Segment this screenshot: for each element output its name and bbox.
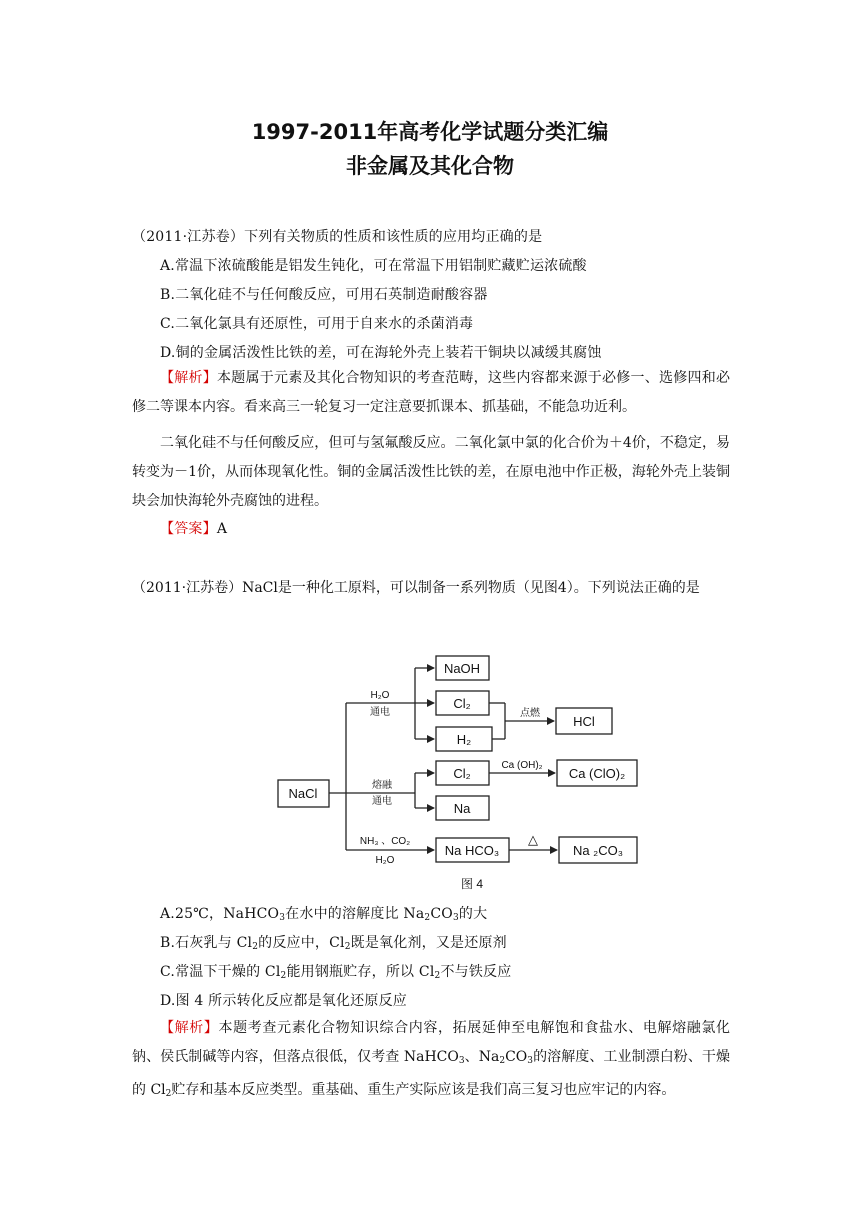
q2-option-a: [160, 903, 487, 923]
label-caoh2: Ca (OH)₂: [501, 760, 543, 771]
q1-analysis-text1: 本题属于元素及其化合物知识的考查范畴，这些内容都来源于必修一、选修四和必修二等课本内容。看来高三一轮复习一定注意要抓课本、抓基础，不能急功近利。: [132, 370, 731, 415]
figure-caption: 图 4: [460, 877, 484, 891]
q1-stem: （2011·江苏卷）下列有关物质的性质和该性质的应用均正确的是: [132, 229, 543, 245]
q1-option-d: D.铜的金属活泼性比铁的差，可在海轮外壳上装若干铜块以减缓其腐蚀: [160, 345, 602, 361]
q2-analysis-sub1: 3: [458, 1056, 465, 1066]
q2-option-b-sub2: 2: [344, 942, 351, 952]
q2-option-b-t2: 的反应中，Cl: [258, 935, 345, 951]
label-electrolysis: 通电: [370, 707, 390, 718]
q1-analysis-text2: 二氧化硅不与任何酸反应，但可与氢氟酸反应。二氧化氯中氯的化合价为＋4价，不稳定，易转变为－1价，从而体现氧化性。铜的金属活泼性比铁的差，在原电池中作正极，海轮外壳上装铜块会加快海轮外壳腐蚀的进程。: [132, 435, 730, 509]
q2-analysis-t5: 贮存和基本反应类型。重基础、重生产实际应该是我们高三复习也应牢记的内容。: [171, 1082, 676, 1098]
node-na-text: Na: [453, 801, 471, 816]
label-electrolysis2: 通电: [372, 796, 392, 807]
q2-analysis-t4: 的溶解度、工业制漂白粉、干燥的 Cl: [132, 1049, 730, 1098]
q1-analysis-tag: 【解析】: [160, 370, 218, 386]
q2-option-a-sub1: 3: [279, 913, 286, 923]
q2-analysis-t2: 、Na: [464, 1049, 500, 1065]
q2-analysis-sub4: 2: [165, 1089, 172, 1099]
q2-option-a-t4: 的大: [458, 906, 488, 922]
q2-option-a-sub3: 3: [452, 913, 459, 923]
q1-answer: [160, 518, 227, 538]
q2-stem-text: （2011·江苏卷）NaCl是一种化工原料，可以制备一系列物质（见图4）。下列说法正确的是: [132, 580, 700, 596]
node-caclo2-text: Ca (ClO)₂: [568, 766, 626, 781]
q2-option-c-sub1: 2: [280, 971, 287, 981]
q2-analysis-tag: 【解析】: [160, 1020, 219, 1036]
node-cl2-upper-text: Cl₂: [453, 696, 471, 711]
q2-option-c-t3: 不与铁反应: [440, 964, 512, 980]
q2-analysis-sub3: 3: [527, 1056, 534, 1066]
q1-analysis-p2: [132, 429, 730, 516]
figure-4-flow-diagram: [270, 650, 650, 895]
q2-option-a-sub2: 2: [424, 913, 431, 923]
q2-option-c-sub2: 2: [434, 971, 441, 981]
node-na2co3-text: Na ₂CO₃: [572, 843, 624, 858]
q2-option-b: [160, 932, 507, 952]
q2-option-a-t3: CO: [430, 906, 453, 922]
q2-option-d: D.图 4 所示转化反应都是氧化还原反应: [160, 993, 407, 1009]
label-heat: △: [528, 832, 538, 847]
node-nacl-text: NaCl: [288, 786, 318, 801]
node-nahco3-text: Na HCO₃: [444, 843, 500, 858]
node-h2-text: H₂: [456, 732, 472, 747]
q2-analysis: [132, 1014, 730, 1109]
q1-option-a: A.常温下浓硫酸能是铝发生钝化，可在常温下用铝制贮藏贮运浓硫酸: [160, 258, 587, 274]
q1-answer-value: A: [216, 521, 228, 537]
label-molten: 熔融: [372, 780, 392, 791]
q2-option-b-t3: 既是氧化剂，又是还原剂: [350, 935, 507, 951]
q2-option-c-t1: C.常温下干燥的 Cl: [160, 964, 281, 980]
q2-analysis-t1: 本题考查元素化合物知识综合内容，拓展延伸至电解饱和食盐水、电解熔融氯化钠、侯氏制碱等内容，但落点很低，仅考查 NaHCO: [132, 1020, 731, 1065]
q2-stem: [132, 574, 730, 603]
node-cl2-middle-text: Cl₂: [453, 766, 471, 781]
q2-option-a-t2: 在水中的溶解度比 Na: [285, 906, 425, 922]
label-nh3-co2: NH₃ 、CO₂: [359, 836, 411, 847]
q2-option-c-t2: 能用钢瓶贮存，所以 Cl: [286, 964, 435, 980]
label-ignite: 点燃: [520, 708, 540, 719]
q2-analysis-sub2: 2: [499, 1056, 506, 1066]
page-title-line2: 非金属及其化合物: [346, 154, 514, 178]
q2-option-a-t1: A.25℃，NaHCO: [160, 906, 280, 922]
node-naoh-text: NaOH: [443, 661, 481, 676]
q2-option-b-t1: B.石灰乳与 Cl: [160, 935, 253, 951]
q2-option-b-sub1: 2: [252, 942, 259, 952]
q1-option-c: C.二氧化氯具有还原性，可用于自来水的杀菌消毒: [160, 316, 474, 332]
q2-option-c: [160, 961, 511, 981]
q1-analysis-p1: [132, 364, 730, 422]
q1-option-b: B.二氧化硅不与任何酸反应，可用石英制造耐酸容器: [160, 287, 488, 303]
label-h2o: H₂O: [370, 690, 390, 701]
label-h2o-lower: H₂O: [375, 855, 395, 866]
q2-analysis-t3: CO: [505, 1049, 528, 1065]
node-hcl-text: HCl: [573, 714, 595, 729]
page-title-line1: 1997-2011年高考化学试题分类汇编: [251, 120, 609, 144]
q1-answer-tag: 【答案】: [160, 521, 217, 537]
